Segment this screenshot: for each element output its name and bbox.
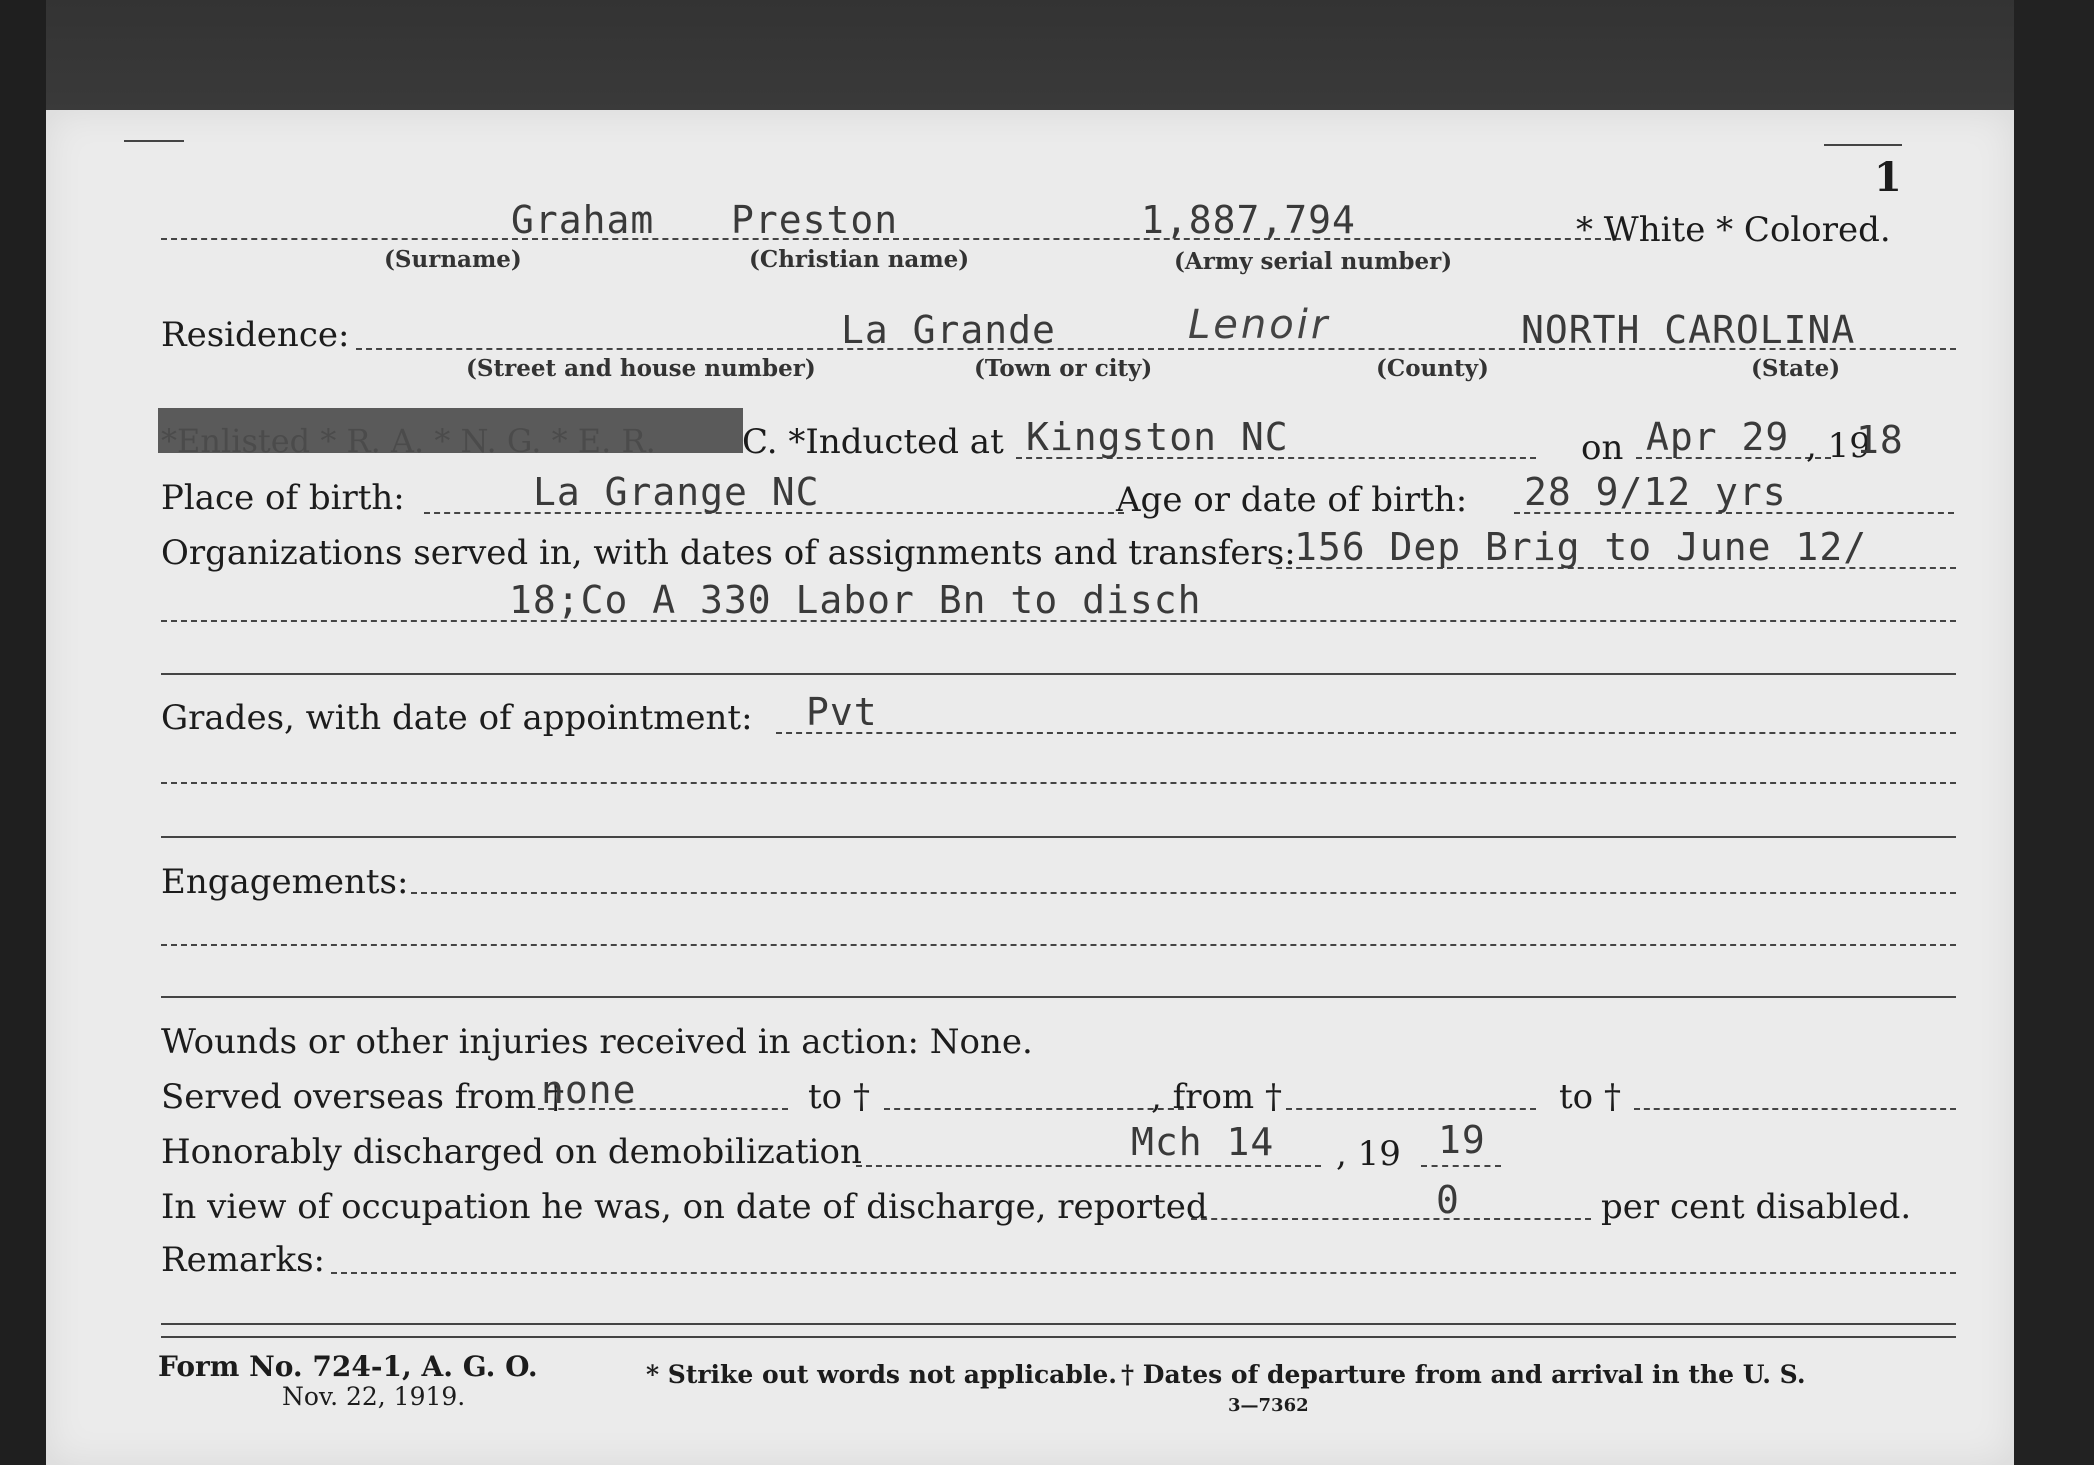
inducted-year-value: 18 <box>1856 418 1904 462</box>
engagements-line-2 <box>161 944 1956 946</box>
discharge-date-line <box>856 1165 1321 1167</box>
grades-line-2 <box>161 782 1956 784</box>
card-number: 1 <box>1874 154 1902 201</box>
engagements-label: Engagements: <box>161 862 409 902</box>
form-date: Nov. 22, 1919. <box>282 1382 466 1411</box>
residence-label: Residence: <box>161 315 350 355</box>
serial-number-caption: (Army serial number) <box>1174 248 1453 275</box>
inducted-label: C. *Inducted at <box>742 422 1004 462</box>
inducted-year-prefix: , 19 <box>1806 426 1871 466</box>
overseas-from-label-2: , from † <box>1151 1077 1282 1117</box>
serial-number-value: 1,887,794 <box>1141 198 1356 242</box>
overseas-to-label: to † <box>808 1077 870 1117</box>
birth-label: Place of birth: <box>161 478 405 518</box>
disability-tail: per cent disabled. <box>1601 1187 1912 1227</box>
scan-background-left <box>0 0 46 1465</box>
christian-name-value: Preston <box>731 198 899 242</box>
discharge-year-prefix: , 19 <box>1336 1134 1401 1174</box>
grades-line-3 <box>161 836 1956 838</box>
discharge-label: Honorably discharged on demobilization <box>161 1132 862 1172</box>
organizations-line-3 <box>161 673 1956 675</box>
residence-county-value: Lenoir <box>1188 302 1331 348</box>
christian-name-caption: (Christian name) <box>749 246 970 273</box>
print-code: 3—7362 <box>1228 1395 1309 1416</box>
county-caption: (County) <box>1376 355 1489 382</box>
scan-background-top <box>0 0 2094 115</box>
surname-value: Graham <box>511 198 655 242</box>
remarks-line-1 <box>331 1272 1956 1274</box>
scan-background-right <box>2014 0 2094 1465</box>
race-options: * White * Colored. <box>1576 210 1891 250</box>
discharge-year-value: 19 <box>1438 1118 1486 1162</box>
grades-line-1 <box>776 732 1956 734</box>
organizations-value-1: 156 Dep Brig to June 12/ <box>1294 525 1868 569</box>
engagements-line-3 <box>161 996 1956 998</box>
overseas-label: Served overseas from † <box>161 1077 565 1117</box>
surname-caption: (Surname) <box>384 246 522 273</box>
disability-line <box>1191 1218 1591 1220</box>
street-caption: (Street and house number) <box>466 355 816 382</box>
birth-place-value: La Grange NC <box>533 470 820 514</box>
overseas-to-label-2: to † <box>1559 1077 1621 1117</box>
strike-out-note: * Strike out words not applicable. <box>646 1360 1117 1389</box>
dates-note: † Dates of departure from and arrival in the U. S. <box>1121 1360 1806 1389</box>
remarks-line-2 <box>161 1323 1956 1325</box>
overseas-to-line <box>884 1108 1184 1110</box>
on-label: on <box>1581 428 1624 468</box>
overseas-to-line-2 <box>1634 1108 1956 1110</box>
disability-label: In view of occupation he was, on date of discharge, reported <box>161 1187 1208 1227</box>
town-caption: (Town or city) <box>974 355 1153 382</box>
inducted-date-value: Apr 29 <box>1646 415 1790 459</box>
strike-out-block <box>158 408 743 453</box>
discharge-date-value: Mch 14 <box>1131 1120 1275 1164</box>
service-record-card <box>46 110 2014 1465</box>
residence-town-value: La Grande <box>841 308 1056 352</box>
discharge-year-line <box>1421 1165 1501 1167</box>
age-label: Age or date of birth: <box>1116 480 1468 520</box>
disability-value: 0 <box>1436 1178 1460 1222</box>
top-right-rule <box>1824 144 1902 146</box>
state-caption: (State) <box>1751 355 1841 382</box>
wounds-label: Wounds or other injuries received in action: None. <box>161 1022 1033 1062</box>
residence-state-value: NORTH CAROLINA <box>1521 308 1856 352</box>
footer-rule <box>161 1336 1956 1338</box>
organizations-label: Organizations served in, with dates of assignments and transfers: <box>161 533 1296 573</box>
grades-value: Pvt <box>806 690 878 734</box>
overseas-value: none <box>541 1068 637 1112</box>
inducted-at-value: Kingston NC <box>1026 415 1289 459</box>
age-value: 28 9/12 yrs <box>1524 470 1787 514</box>
engagements-line-1 <box>411 892 1956 894</box>
top-left-rule <box>124 140 184 142</box>
remarks-label: Remarks: <box>161 1240 325 1280</box>
grades-label: Grades, with date of appointment: <box>161 698 753 738</box>
form-number: Form No. 724-1, A. G. O. <box>158 1350 538 1383</box>
overseas-from-line-2 <box>1286 1108 1536 1110</box>
organizations-value-2: 18;Co A 330 Labor Bn to disch <box>509 578 1202 622</box>
